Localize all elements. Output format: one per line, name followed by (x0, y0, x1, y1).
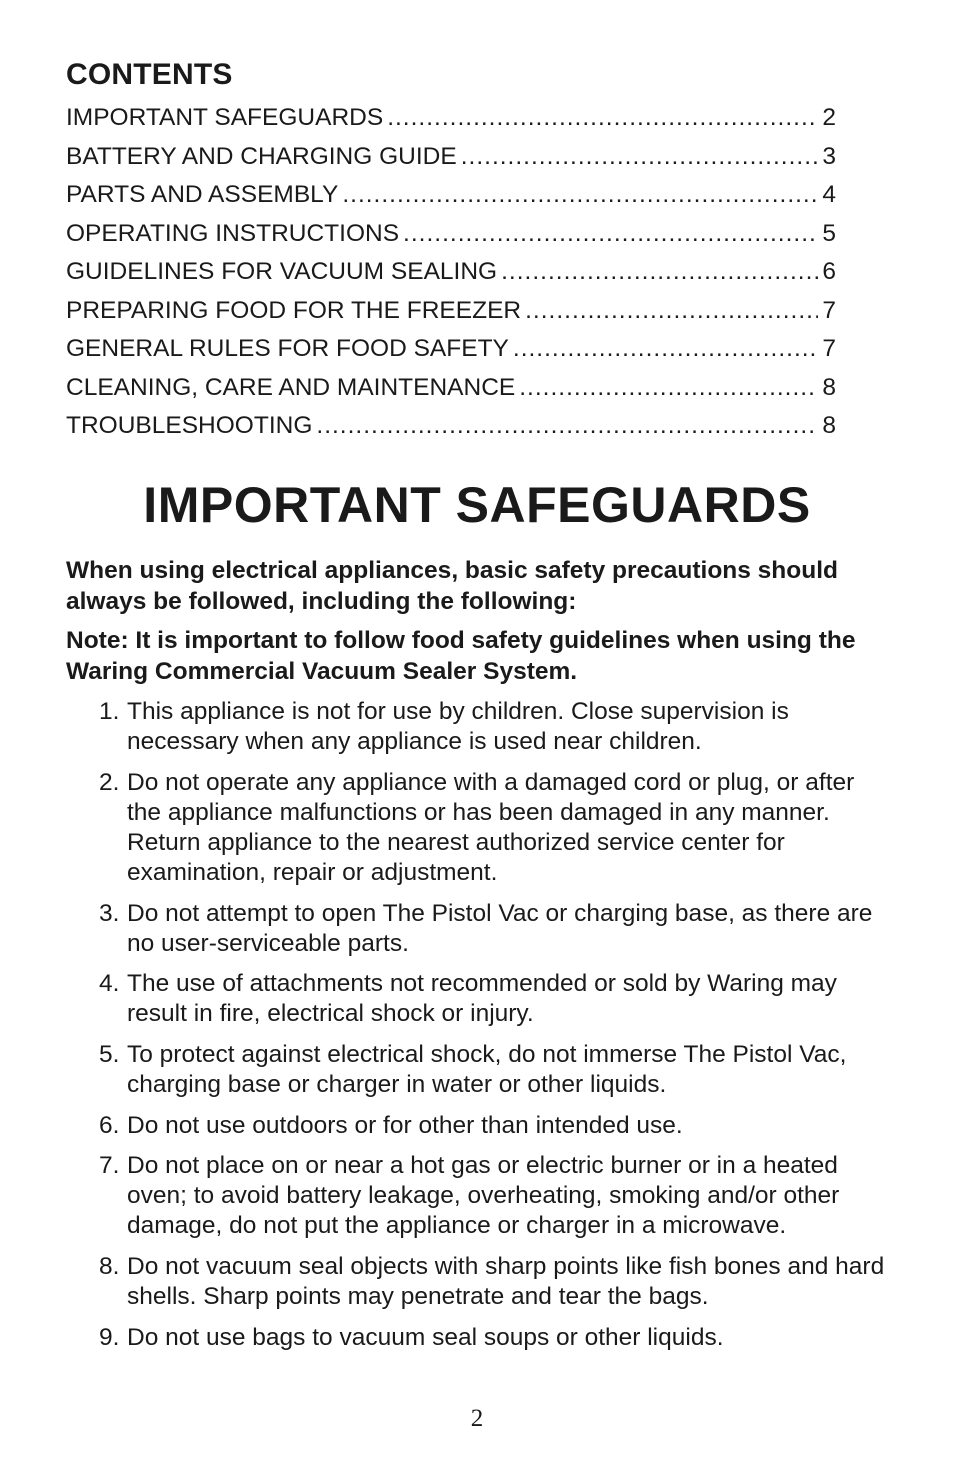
list-item-number: 4. (99, 970, 120, 998)
safeguards-intro: When using electrical appliances, basic safety precautions should always be followed, including the following: (66, 557, 838, 615)
list-item-text: The use of attachments not recommended or sold by Waring may result in fire, electrical shock or injury. (127, 970, 837, 1028)
list-item (66, 697, 886, 757)
list-item-text: Do not use bags to vacuum seal soups or other liquids. (127, 1323, 724, 1351)
toc-leader-dots (403, 220, 818, 248)
toc-entry-page: 7 (822, 335, 836, 362)
toc-entry-page: 8 (822, 373, 836, 401)
toc-entry (66, 181, 836, 220)
list-item-number: 9. (99, 1323, 120, 1351)
list-item-number: 8. (99, 1253, 120, 1280)
toc-entry-title: OPERATING INSTRUCTIONS (66, 219, 400, 247)
list-item-number: 7. (99, 1152, 120, 1180)
list-item (66, 1040, 886, 1100)
list-item-text: Do not use outdoors or for other than intended use. (127, 1111, 683, 1139)
toc-entry (66, 335, 836, 374)
toc-entry-title: CLEANING, CARE AND MAINTENANCE (66, 373, 516, 401)
toc-entry-title: GUIDELINES FOR VACUUM SEALING (66, 258, 498, 285)
list-item-number: 2. (99, 768, 120, 796)
safeguards-list (66, 697, 886, 1363)
list-item-number: 5. (99, 1040, 120, 1068)
toc-entry (66, 412, 836, 451)
list-item (66, 1111, 886, 1141)
list-item (66, 1252, 886, 1312)
toc-entry (66, 143, 836, 182)
toc-entry-title: PREPARING FOOD FOR THE FREEZER (66, 296, 522, 324)
toc-entry-title: GENERAL RULES FOR FOOD SAFETY (66, 335, 509, 362)
toc-leader-dots (525, 297, 818, 325)
toc-entry-title: BATTERY AND CHARGING GUIDE (66, 142, 457, 170)
toc-leader-dots (387, 104, 818, 132)
toc-entry (66, 374, 836, 413)
toc-leader-dots (501, 258, 818, 286)
toc-entry-page: 2 (822, 104, 836, 131)
list-item-number: 6. (99, 1111, 120, 1139)
list-item (66, 969, 886, 1029)
list-item-text: Do not place on or near a hot gas or electric burner or in a heated oven; to avoid battery leakage, overheating, smoking and/or other damage, do not put the appliance or charger in a microwave. (127, 1152, 840, 1240)
list-item-number: 1. (99, 698, 120, 725)
toc-entry-page: 8 (822, 412, 836, 439)
toc-entry (66, 104, 836, 143)
list-item (66, 1323, 886, 1353)
list-item-text: Do not attempt to open The Pistol Vac or charging base, as there are no user-serviceable parts. (127, 899, 873, 957)
toc-entry-page: 3 (822, 142, 836, 170)
table-of-contents (66, 104, 836, 451)
toc-entry-page: 7 (822, 296, 836, 324)
list-item-text: This appliance is not for use by children. Close supervision is necessary when any appliance is used near children. (127, 698, 789, 756)
list-item-text: Do not vacuum seal objects with sharp points like fish bones and hard shells. Sharp points may penetrate and tear the bags. (127, 1253, 885, 1311)
toc-leader-dots (513, 335, 818, 363)
toc-leader-dots (342, 181, 818, 209)
toc-leader-dots (316, 412, 818, 440)
toc-entry (66, 220, 836, 259)
list-item (66, 768, 886, 888)
list-item-number: 3. (99, 899, 120, 927)
toc-entry (66, 297, 836, 336)
toc-entry-page: 6 (822, 258, 836, 285)
toc-leader-dots (461, 143, 819, 171)
toc-entry-page: 5 (822, 219, 836, 247)
safeguards-title: IMPORTANT SAFEGUARDS (143, 477, 811, 533)
safeguards-note: Note: It is important to follow food safety guidelines when using the Waring Commercial Vacuum Sealer System. (66, 627, 856, 685)
list-item-text: To protect against electrical shock, do not immerse The Pistol Vac, charging base or charger in water or other liquids. (127, 1040, 847, 1099)
list-item (66, 1151, 886, 1241)
toc-entry (66, 258, 836, 297)
toc-entry-page: 4 (822, 181, 836, 208)
contents-heading: CONTENTS (66, 58, 233, 91)
toc-entry-title: PARTS AND ASSEMBLY (66, 181, 339, 208)
toc-entry-title: TROUBLESHOOTING (66, 412, 313, 439)
toc-leader-dots (519, 374, 818, 402)
list-item (66, 899, 886, 959)
list-item-text: Do not operate any appliance with a damaged cord or plug, or after the appliance malfunctions or has been damaged in any manner. Return appliance to the nearest authorized service center for examination, repair or adjustment. (127, 768, 855, 886)
page-number: 2 (470, 1405, 484, 1432)
toc-entry-title: IMPORTANT SAFEGUARDS (66, 104, 384, 131)
